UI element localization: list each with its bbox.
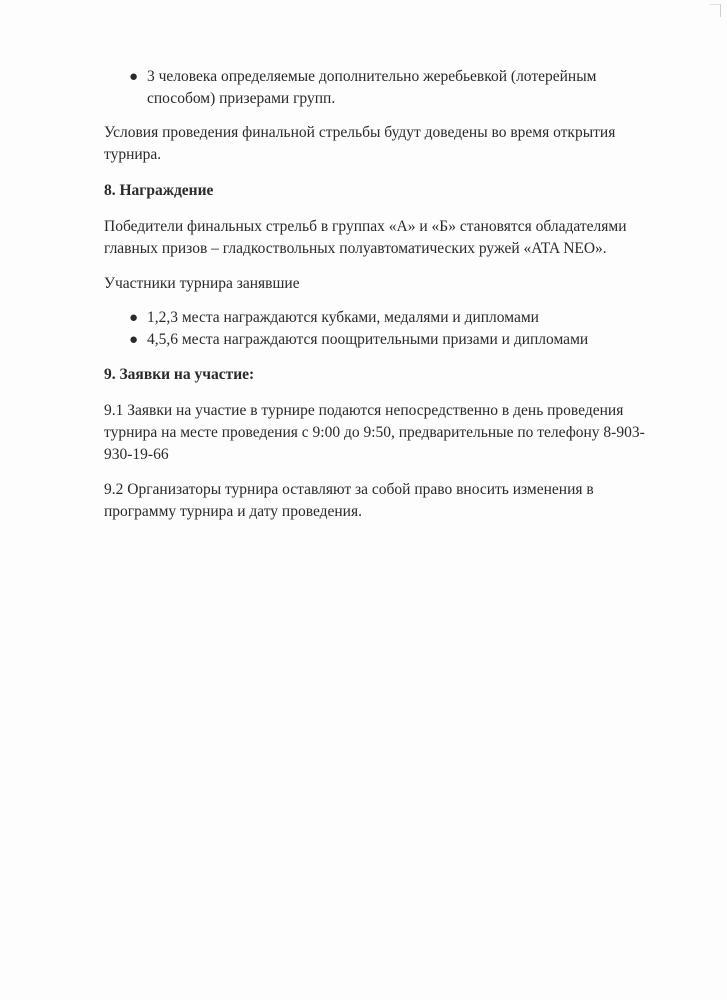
list-item-text: 4,5,6 места награждаются поощрительными призами и дипломами xyxy=(147,331,589,348)
bullet-icon: ● xyxy=(129,332,139,348)
list-item-text: 3 человека определяемые дополнительно жеребьевкой (лотерейным способом) призерами групп. xyxy=(147,68,597,107)
section-9-1-paragraph: 9.1 Заявки на участие в турнире подаются непосредственно в день проведения турнира на месте проведения с 9:00 до 9:50, предварительные по телефону 8-903-930-19-66 xyxy=(104,402,645,463)
participants-intro: Участники турнира занявшие xyxy=(104,275,300,292)
final-conditions-paragraph: Условия проведения финальной стрельбы будут доведены во время открытия турнира. xyxy=(104,124,616,163)
bullet-icon: ● xyxy=(129,310,139,326)
bullet-icon: ● xyxy=(129,69,139,85)
section-8-heading: 8. Награждение xyxy=(104,182,214,199)
awards-bullet-list xyxy=(104,307,664,351)
section-9-2-paragraph: 9.2 Организаторы турнира оставляют за собой право вносить изменения в программу турнира и дату проведения. xyxy=(104,481,594,520)
scan-edge-mark xyxy=(710,4,721,17)
winners-paragraph: Победители финальных стрельб в группах «А» и «Б» становятся обладателями главных призов – гладкоствольных полуавтоматических ружей «ATA NEO». xyxy=(104,218,627,257)
list-item xyxy=(104,329,664,351)
list-item-text: 1,2,3 места награждаются кубками, медалями и дипломами xyxy=(147,309,539,326)
document-body xyxy=(104,66,664,523)
list-item xyxy=(104,307,664,329)
intro-bullet-list xyxy=(104,66,664,110)
list-item xyxy=(104,66,664,110)
section-9-heading: 9. Заявки на участие: xyxy=(104,366,255,383)
